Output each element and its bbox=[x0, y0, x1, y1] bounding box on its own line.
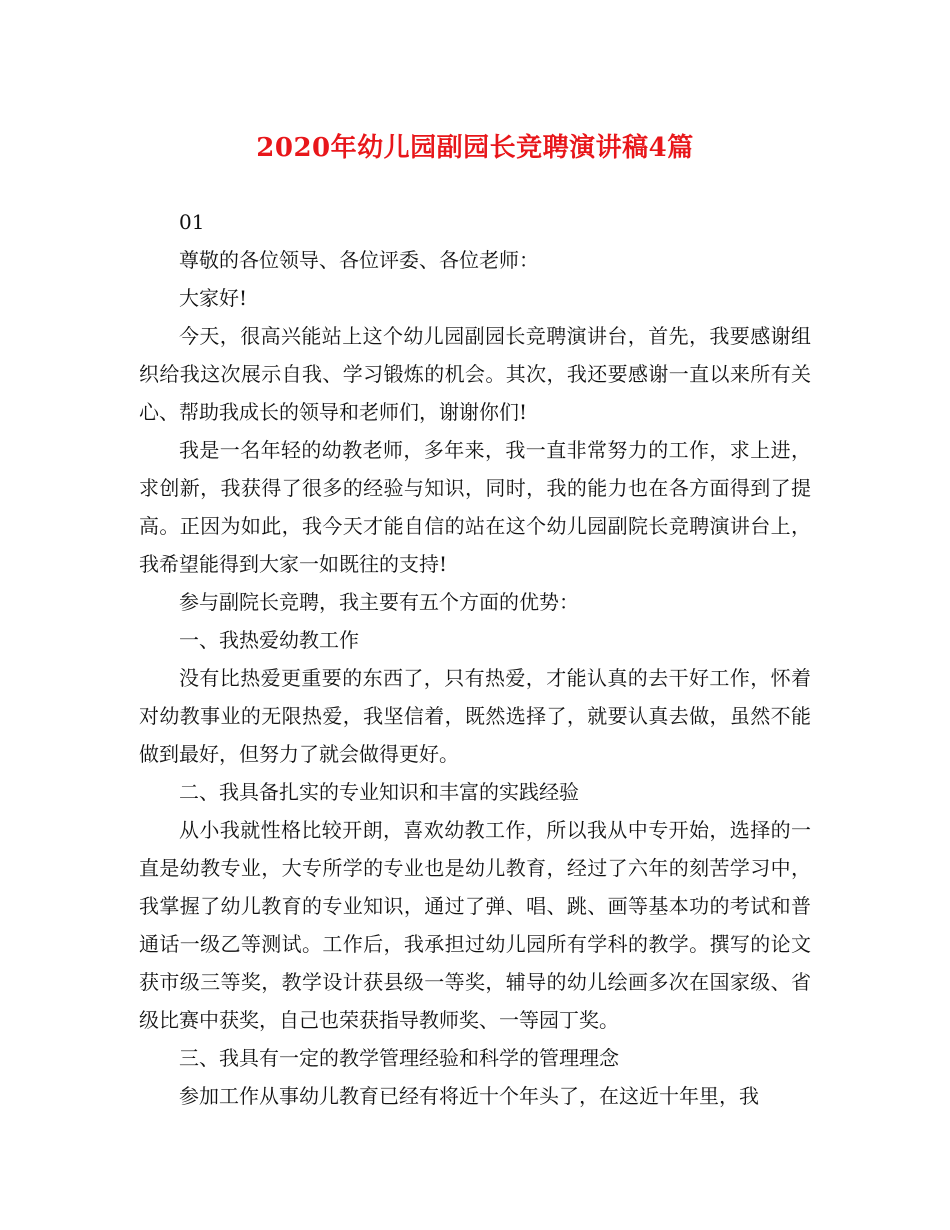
heading-advantage-3: 三、我具有一定的教学管理经验和科学的管理理念 bbox=[179, 1046, 619, 1070]
paragraph-introduction: 我是一名年轻的幼教老师，多年来，我一直非常努力的工作，求上进，求创新，我获得了很多的经验与知识，同时，我的能力也在各方面得到了提高。正因为如此，我今天才能自信的站在这个幼儿园副院长竞聘演讲台上，我希望能得到大家一如既往的支持! bbox=[139, 438, 811, 576]
greeting: 大家好! bbox=[179, 286, 248, 310]
paragraph-advantage-2: 从小我就性格比较开朗，喜欢幼教工作，所以我从中专开始，选择的一直是幼教专业，大专所学的专业也是幼儿教育，经过了六年的刻苦学习中，我掌握了幼儿教育的专业知识，通过了弹、唱、跳、画等基本功的考试和普通话一级乙等测试。工作后，我承担过幼儿园所有学科的教学。撰写的论文获市级三等奖，教学设计获县级一等奖，辅导的幼儿绘画多次在国家级、省级比赛中获奖，自己也荣获指导教师奖、一等园丁奖。 bbox=[139, 818, 811, 1032]
paragraph-thanks: 今天，很高兴能站上这个幼儿园副园长竞聘演讲台，首先，我要感谢组织给我这次展示自我、学习锻炼的机会。其次，我还要感谢一直以来所有关心、帮助我成长的领导和老师们，谢谢你们! bbox=[139, 324, 811, 424]
paragraph-advantage-3: 参加工作从事幼儿教育已经有将近十个年头了，在这近十年里，我 bbox=[179, 1084, 759, 1108]
heading-advantage-2: 二、我具备扎实的专业知识和丰富的实践经验 bbox=[179, 780, 579, 804]
section-number: 01 bbox=[179, 210, 205, 234]
paragraph-advantages-intro: 参与副院长竞聘，我主要有五个方面的优势： bbox=[179, 590, 579, 614]
paragraph-advantage-1: 没有比热爱更重要的东西了，只有热爱，才能认真的去干好工作，怀着对幼教事业的无限热爱，我坚信着，既然选择了，就要认真去做，虽然不能做到最好，但努力了就会做得更好。 bbox=[139, 666, 811, 766]
document-body bbox=[139, 203, 811, 1115]
document-title: 2020年幼儿园副园长竞聘演讲稿4篇 bbox=[256, 133, 694, 163]
heading-advantage-1: 一、我热爱幼教工作 bbox=[179, 628, 359, 652]
salutation: 尊敬的各位领导、各位评委、各位老师： bbox=[179, 248, 539, 272]
